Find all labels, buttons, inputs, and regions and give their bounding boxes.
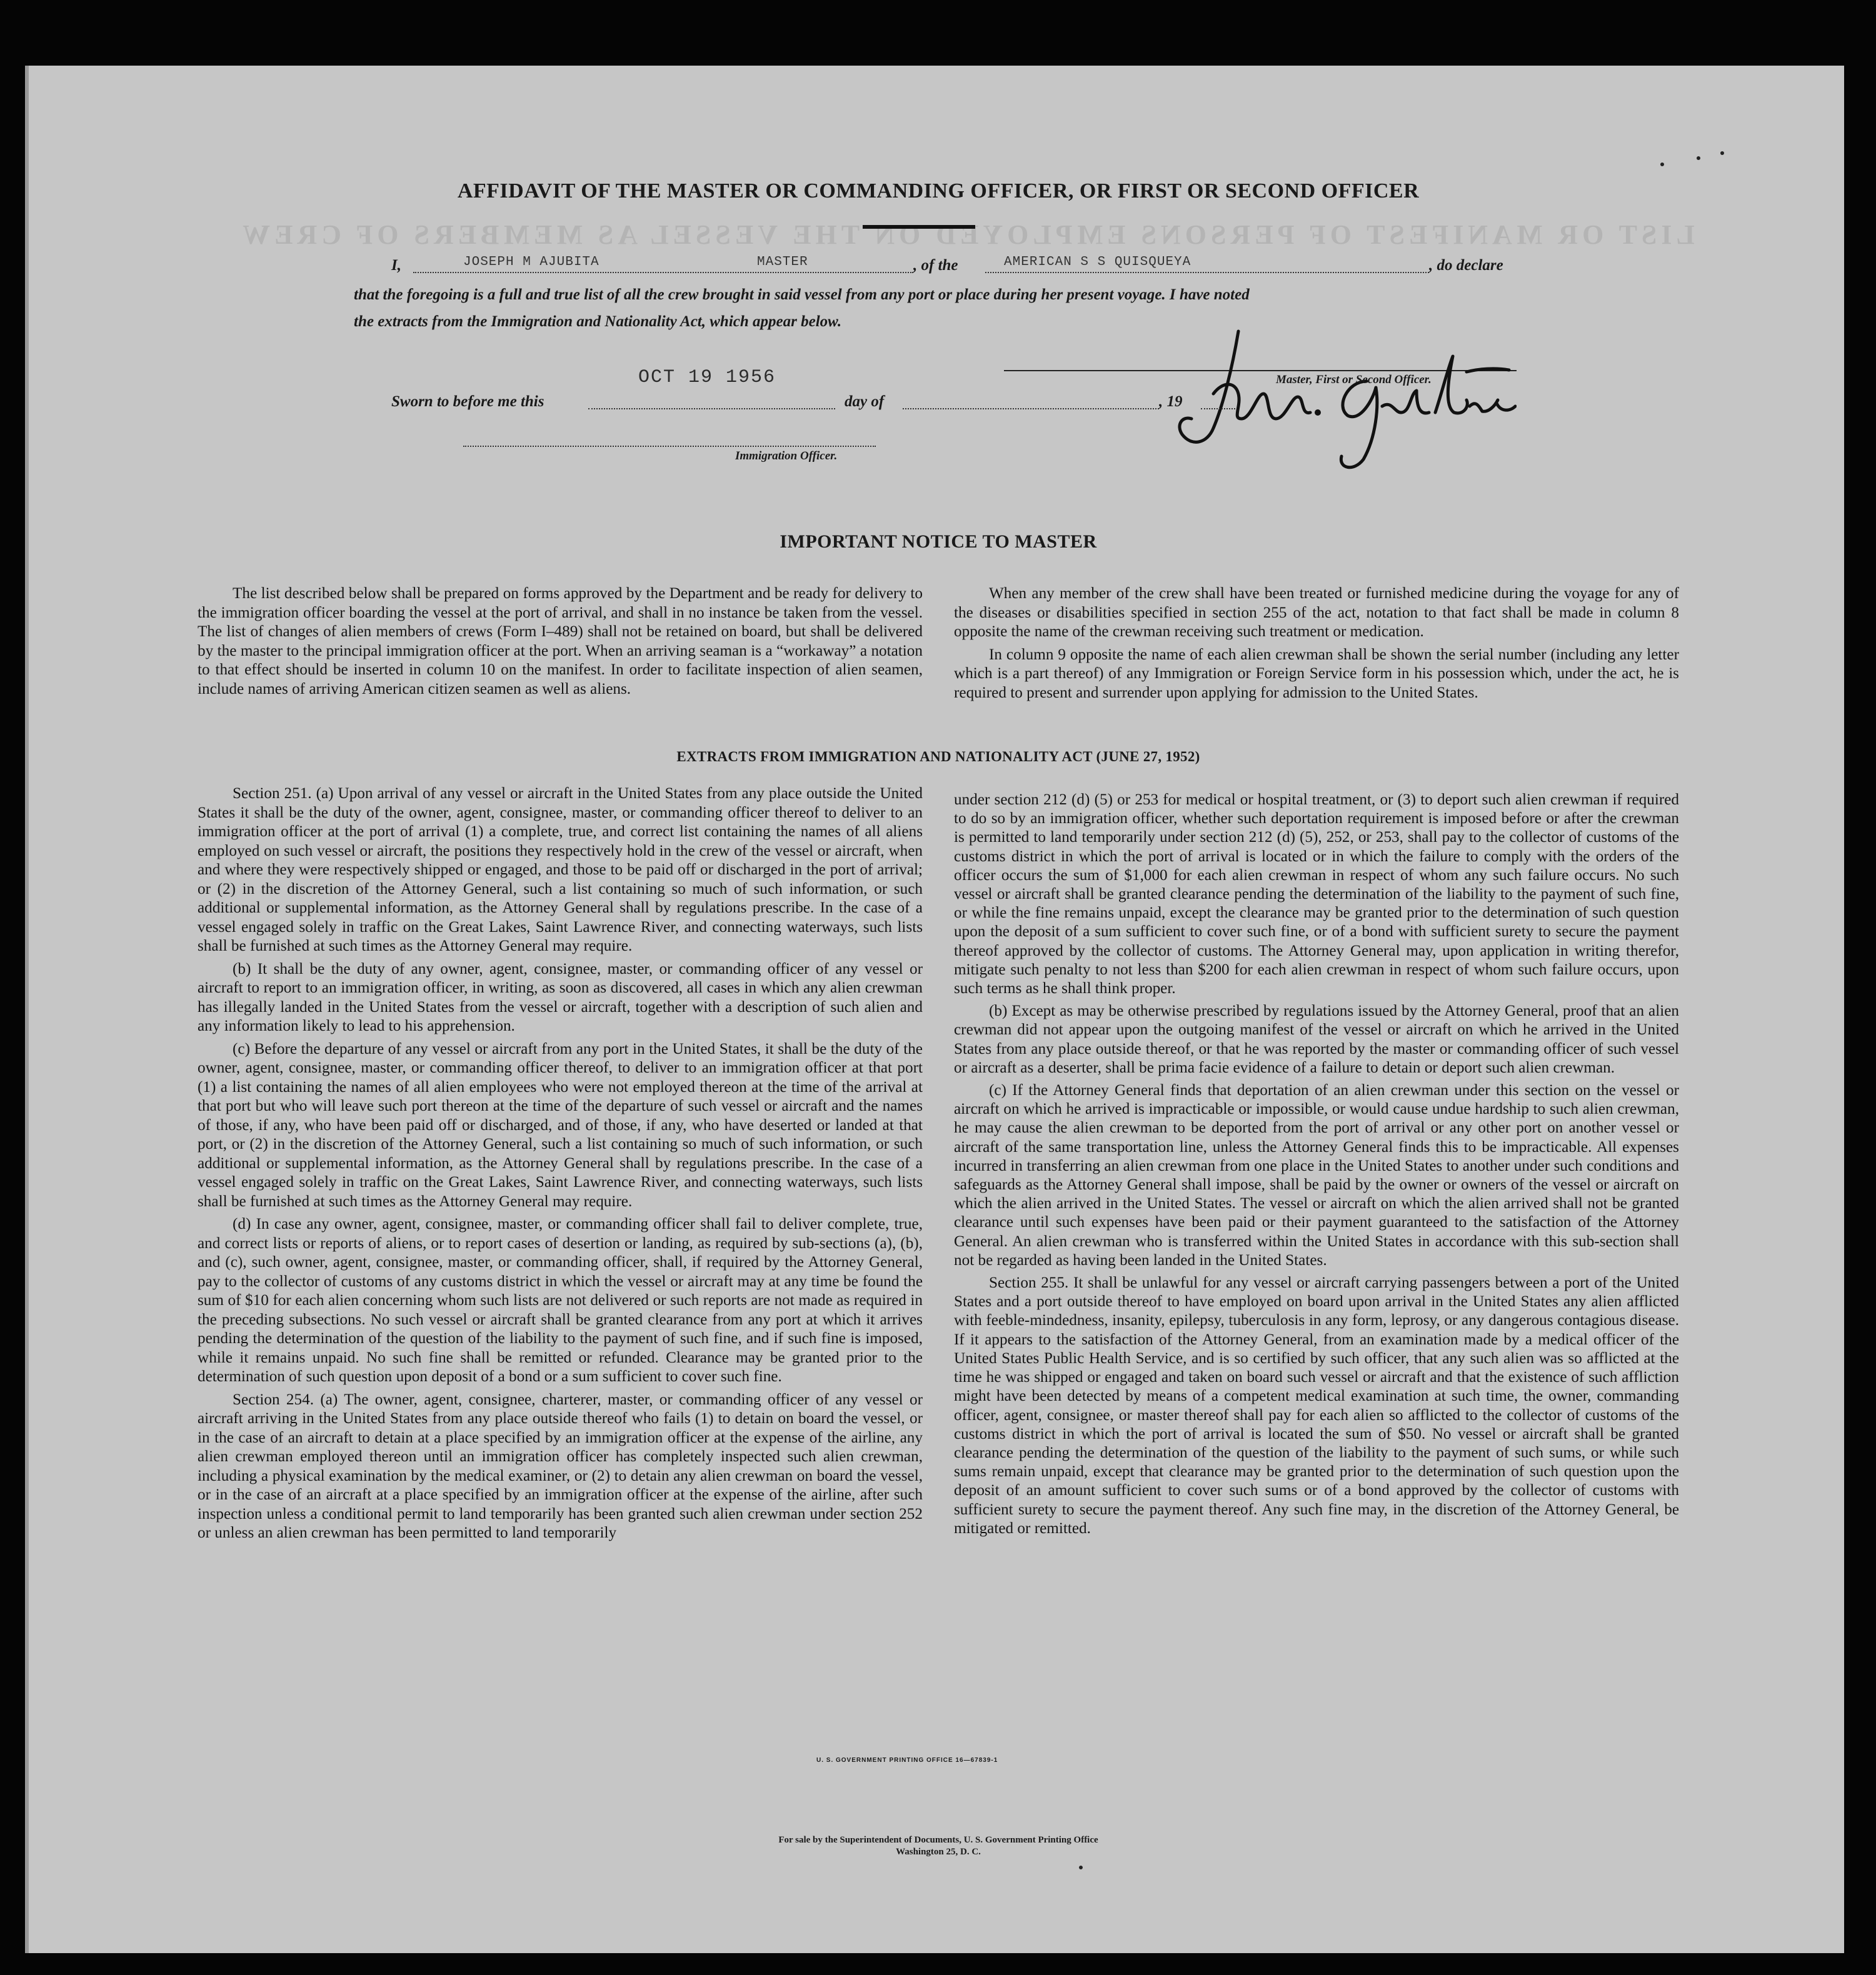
name-rank-line: [413, 272, 913, 273]
extract-paragraph: (d) In case any owner, agent, consignee, master, or commanding officer shall fail to deliver complete, true, and correct lists or reports of aliens, or to report cases of desertion or landing, as required by sub-sections (a), (b), and (c), such owner, agent, consignee, master, or commanding officer, shall, if required by the Attorney General, pay to the collector of customs of any customs district in which the vessel or aircraft may at any time be found the sum of $10 for each alien concerning whom such lists are not delivered or such reports are not made as required in the preceding subsections. No such vessel or aircraft shall be granted clearance from any port at which it arrives pending the determination of the question of the liability to the payment of such fine, and if such fine is imposed, while it remains unpaid. No such fine shall be remitted or refunded. Clearance may be granted prior to the determination of such question upon deposit of a bond or a sum sufficient to cover such fine.: [198, 1216, 923, 1385]
extract-paragraph: (b) Except as may be otherwise prescribed by regulations issued by the Attorney General, proof that an alien crewman did not appear upon the outgoing manifest of the vessel or aircraft on which he arrived in the United States from any place outside thereof, or that he was reported by the master or commanding officer of such vessel or aircraft as a deserter, shall be prima facie evidence of a failure to detain or deport such alien crewman.: [954, 1002, 1679, 1076]
statement-line-2: that the foregoing is a full and true list of all the crew brought in said vessel from any port or place during her present voyage. I have noted: [354, 286, 1250, 303]
notice-paragraph: In column 9 opposite the name of each alien crewman shall be shown the serial number (including any letter which is a part thereof) of any Immigration or Foreign Service form in his possession which, under the act, he is required to present and surrender upon applying for admission to the United States.: [954, 646, 1679, 701]
statement-line-3: the extracts from the Immigration and Nationality Act, which appear below.: [354, 313, 842, 330]
immigration-officer-line: [463, 446, 876, 447]
affidavit-title: AFFIDAVIT OF THE MASTER OR COMMANDING OFFICER, OR FIRST OR SECOND OFFICER: [457, 179, 1420, 202]
sworn-day-line: [588, 408, 835, 409]
extract-paragraph: Section 254. (a) The owner, agent, consignee, charterer, master, or commanding officer of any vessel or aircraft arriving in the United States from any place outside thereof who fails (1) to detain on board the vessel, or in the case of an aircraft to detain at a place specified by an immigration officer at the expense of the airline, any alien crewman employed thereon until an immigration officer has completely inspected such alien crewman, including a physical examination by the medical examiner, or (2) to detain any alien crewman on board the vessel, or in the case of an aircraft at a place specified by an immigration officer at the expense of the airline, after such inspection unless a conditional permit to land temporarily has been granted such alien crewman under section 252 or unless an alien crewman has been permitted to land temporarily: [198, 1391, 923, 1541]
speck: [1079, 1866, 1083, 1869]
immigration-officer-caption: Immigration Officer.: [735, 449, 838, 462]
gpo-imprint: U. S. GOVERNMENT PRINTING OFFICE 16—67839-1: [816, 1757, 998, 1764]
year-label: , 19: [1159, 393, 1183, 410]
extract-paragraph: Section 255. It shall be unlawful for any vessel or aircraft carrying passengers between a port of the United States and a port outside thereof to have employed on board upon arrival in the United States any alien afflicted with feeble-mindedness, insanity, epilepsy, tuberculosis in any form, leprosy, or any dangerous contagious disease. If it appears to the satisfaction of the Attorney General, from an examination made by a medical officer of the United States Public Health Service, and is so certified by such officer, that any such alien was so afflicted at the time he was shipped or engaged and taken on board such vessel or aircraft and that the existence of such affliction might have been detected by means of a competent medical examination at such time, the owner, commanding officer, agent, consignee, or master thereof shall pay for each alien so afflicted to the collector of customs of the customs district in which the port of arrival is located the sum of $50. No vessel or aircraft shall be granted clearance pending the determination of the question of the liability to the payment of such sums, or while such sums remain unpaid, except that clearance may be granted prior to the determination of such question upon the deposit of an amount sufficient to cover such sums or of a bond approved by the collector of customs with sufficient surety to secure the payment thereof. Any such fine may, in the discretion of the Attorney General, be mitigated or remitted.: [954, 1274, 1679, 1537]
bleed-through-text: LIST OR MANIFEST OF PERSONS EMPLOYED ON THE VESSEL AS MEMBERS OF CREW: [238, 219, 1695, 250]
extract-paragraph: (c) Before the departure of any vessel or aircraft from any port in the United States, it shall be the duty of the owner, agent, consignee, master, or commanding officer thereof, to deliver to an immigration officer at that port (1) a list containing the names of all alien employees who were not employed thereon at the time of the arrival at that port but who will leave such port thereon at the time of the departure of such vessel or aircraft and the names of those, if any, who have been paid off or discharged, and of those, if any, who have deserted or landed at that port, or (2) in the discretion of the Attorney General, such a list containing so much of such information, or such additional or supplemental information, as the Attorney General shall by regulations prescribe. In the case of a vessel engaged solely in traffic on the Great Lakes, Saint Lawrence River, and connecting waterways, such lists shall be furnished at such times as the Attorney General may require.: [198, 1040, 923, 1210]
master-caption: Master, First or Second Officer.: [1276, 373, 1432, 386]
for-sale-line-2: Washington 25, D. C.: [896, 1847, 981, 1857]
speck: [1720, 151, 1724, 155]
extracts-left-column: [198, 784, 923, 1543]
master-signature: [1154, 312, 1517, 481]
extract-paragraph: (b) It shall be the duty of any owner, agent, consignee, master, or commanding officer of any vessel or aircraft to report to an immigration officer, in writing, as soon as discovered, all cases in which any alien crewman has illegally landed in the United States from the vessel or aircraft, together with a description of such alien and any information likely to lead to his apprehension.: [198, 960, 923, 1034]
name-field[interactable]: JOSEPH M AJUBITA: [463, 255, 599, 269]
vessel-field[interactable]: AMERICAN S S QUISQUEYA: [1004, 255, 1191, 269]
extracts-title: EXTRACTS FROM IMMIGRATION AND NATIONALITY ACT (JUNE 27, 1952): [676, 749, 1200, 764]
form-sheet: [25, 66, 1844, 1953]
sworn-month-line: [903, 408, 1159, 409]
of-the-label: , of the: [913, 257, 958, 274]
notice-left-column: [198, 584, 923, 699]
notice-paragraph: When any member of the crew shall have been treated or furnished medicine during the voyage for any of the diseases or disabilities specified in section 255 of the act, notation to that fact shall be made in column 8 opposite the name of the crewman receiving such treatment or medication.: [954, 585, 1679, 640]
extract-paragraph: Section 251. (a) Upon arrival of any vessel or aircraft in the United States from any place outside the United States it shall be the duty of the owner, agent, consignee, master, or commanding officer thereof to deliver to an immigration officer at the port of arrival (1) a complete, true, and correct list containing the names of all aliens employed on such vessel or aircraft, the positions they respectively hold in the crew of the vessel or aircraft, when and where they were respectively shipped or engaged, and those to be paid off or discharged in the port of arrival; or (2) in the discretion of the Attorney General, such a list containing so much of such information, or such additional or supplemental information, as the Attorney General shall by regulations prescribe. In the case of a vessel engaged solely in traffic on the Great Lakes, Saint Lawrence River, and connecting waterways, such lists shall be furnished at such times as the Attorney General may require.: [198, 785, 923, 954]
day-of-label: day of: [845, 393, 885, 410]
notice-paragraph: The list described below shall be prepared on forms approved by the Department and be ready for delivery to the immigration officer boarding the vessel at the port of arrival, and shall in no instance be taken from the vessel. The list of changes of alien members of crews (Form I–489) shall not be retained on board, but shall be delivered by the master to the principal immigration officer at the port. When an arriving seaman is a “workaway” a notation to that effect should be inserted in column 10 on the manifest. In order to facilitate inspection of alien seamen, include names of arriving American citizen seamen as well as aliens.: [198, 585, 923, 698]
speck: [1660, 162, 1664, 166]
sworn-label: Sworn to before me this: [391, 393, 544, 410]
for-sale-notice: [29, 1834, 1848, 1858]
sworn-year-line: [1201, 408, 1235, 409]
date-stamp: OCT 19 1956: [638, 367, 776, 388]
notice-title: IMPORTANT NOTICE TO MASTER: [780, 531, 1097, 552]
extract-paragraph: under section 212 (d) (5) or 253 for medical or hospital treatment, or (3) to deport such alien crewman if required to do so by an immigration officer, whether such deportation requirement is imposed before or after the crewman is permitted to land temporarily under section 212 (d) (5), 252, or 253, shall pay to the collector of customs of the customs district in which the port of arrival is located or in which the failure to comply with the orders of the officer occurs the sum of $1,000 for each alien crewman in respect of whom any such failure occurs. No such vessel or aircraft shall be granted clearance pending the determination of the liability to the payment of such fine, or while the fine remains unpaid, except the clearance may be granted prior to the determination of such question upon the deposit of a sum sufficient to cover such fine, or of a bond with sufficient surety to secure the payment thereof approved by the collector of customs. The Attorney General may, upon application in writing therefor, mitigate such penalty to not less than $200 for each alien crewman in respect of whom such failure occurs, upon such terms as he shall think proper.: [954, 791, 1679, 998]
extracts-right-column: [954, 791, 1679, 1538]
declare-label: , do declare: [1429, 257, 1503, 274]
title-rule: [863, 225, 975, 229]
extract-paragraph: (c) If the Attorney General finds that deportation of an alien crewman under this section on the vessel or aircraft on which he arrived is impracticable or impossible, or would cause undue hardship to such alien crewman, he may cause the alien crewman to be deported from the port of arrival or any other port on another vessel or aircraft of the same transportation line, unless the Attorney General finds this to be impracticable. All expenses incurred in transferring an alien crewman from one place in the United States to another under such conditions and safeguards as the Attorney General shall impose, shall be paid by the owner or owners of the vessel or aircraft on which the alien arrived in the United States. The vessel or aircraft on which the alien arrived shall not be granted clearance until such expenses have been paid or their payment guaranteed to the satisfaction of the Attorney General. An alien crewman who is transferred within the United States in accordance with this sub-section shall not be regarded as having been landed in the United States.: [954, 1082, 1679, 1269]
speck: [1697, 156, 1700, 160]
for-sale-line-1: For sale by the Superintendent of Documents, U. S. Government Printing Office: [778, 1835, 1098, 1845]
i-label: I,: [391, 257, 401, 274]
vessel-line: [985, 272, 1429, 273]
rank-field[interactable]: MASTER: [757, 255, 808, 269]
notice-right-column: [954, 584, 1679, 702]
